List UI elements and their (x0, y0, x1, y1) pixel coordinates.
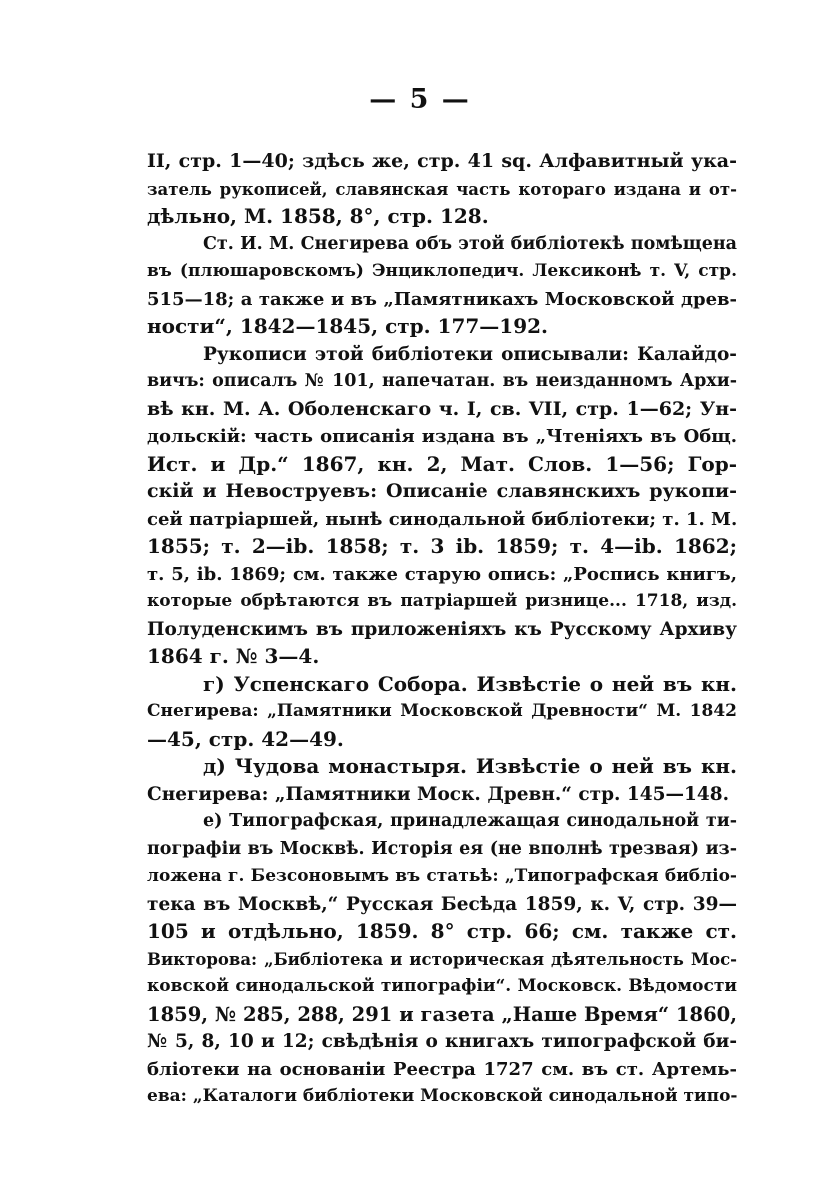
text-line: 105 и отдѣльно, 1859. 8° стр. 66; см. также ст. (147, 919, 737, 943)
text-line: —45, стр. 42—49. (147, 726, 344, 751)
text-line: т. 5, ib. 1869; см. также старую опись: „Роспись книгъ, (147, 563, 737, 585)
text-line: Рукописи этой библiотеки описывали: Калайдо- (203, 343, 737, 365)
text-line: скiй и Невоструевъ: Описанiе славянскихъ рукопи- (147, 480, 737, 502)
text-line: ковской синодальской типографiи“. Московск. Вѣдомости (147, 976, 737, 996)
text-line: II, стр. 1—40; здѣсь же, стр. 41 sq. Алфавитный ука- (147, 150, 737, 172)
text-line: пографiи въ Москвѣ. Исторiя ея (не вполнѣ трезвая) из- (147, 838, 737, 859)
text-line: дѣльно, М. 1858, 8°, стр. 128. (147, 204, 489, 228)
text-line: 515—18; а также и въ „Памятникахъ Московской древ- (147, 288, 737, 310)
text-line: г) Успенскаго Собора. Извѣстiе о ней въ кн. (203, 671, 737, 696)
text-line: Полуденскимъ въ приложенiяхъ къ Русскому Архиву (147, 618, 737, 640)
text-line: тека въ Москвѣ,“ Русская Бесѣда 1859, к. V, стр. 39— (147, 893, 737, 915)
text-line: № 5, 8, 10 и 12; свѣдѣнiя о книгахъ типографской би- (147, 1031, 737, 1052)
text-line: затель рукописей, славянская часть котораго издана и от- (147, 179, 737, 199)
text-line: которые обрѣтаются въ патрiаршей ризнице... 1718, изд. (147, 591, 737, 611)
text-line: 1864 г. № 3—4. (147, 644, 320, 668)
text-line: въ (плюшаровскомъ) Энциклопедич. Лексиконѣ т. V, стр. (147, 261, 737, 281)
text-line: вѣ кн. М. А. Оболенскаго ч. I, св. VII, стр. 1—62; Ун- (147, 397, 737, 420)
text-line: е) Типографская, принадлежащая синодальной ти- (203, 811, 737, 831)
text-line: вичъ: описалъ № 101, напечатан. въ неизданномъ Архи- (147, 371, 737, 391)
text-line: ложена г. Безсоновымъ въ статьѣ: „Типографская библiо- (147, 866, 737, 886)
text-line: Викторова: „Библiотека и историческая дѣятельность Мос- (147, 949, 737, 969)
text-line: д) Чудова монастыря. Извѣстiе о ней въ кн. (203, 754, 737, 778)
text-line: Ист. и Др.“ 1867, кн. 2, Мат. Слов. 1—56; Гор- (147, 451, 737, 476)
text-line: дольскiй: часть описанiя издана въ „Чтенiяхъ въ Общ. (147, 426, 737, 447)
text-line: Снегирева: „Памятники Московской Древности“ М. 1842 (147, 701, 737, 721)
body-text (147, 148, 737, 1111)
text-line: блiотеки на основанiи Реестра 1727 см. въ ст. Артемь- (147, 1058, 737, 1080)
page-number: — 5 — (369, 84, 471, 115)
text-line: Ст. И. М. Снегирева объ этой библiотекѣ помѣщена (203, 233, 737, 254)
text-line: Снегирева: „Памятники Моск. Древн.“ стр. 145—148. (147, 783, 730, 805)
text-line: 1859, № 285, 288, 291 и газета „Наше Время“ 1860, (147, 1002, 737, 1026)
text-line: ности“, 1842—1845, стр. 177—192. (147, 314, 549, 338)
text-line: сей патрiаршей, нынѣ синодальной библiотеки; т. 1. М. (147, 508, 737, 530)
text-line: 1855; т. 2—ib. 1858; т. 3 ib. 1859; т. 4—ib. 1862; (147, 534, 737, 558)
text-line: ева: „Каталоги библiотеки Московской синодальной типо- (147, 1086, 737, 1106)
